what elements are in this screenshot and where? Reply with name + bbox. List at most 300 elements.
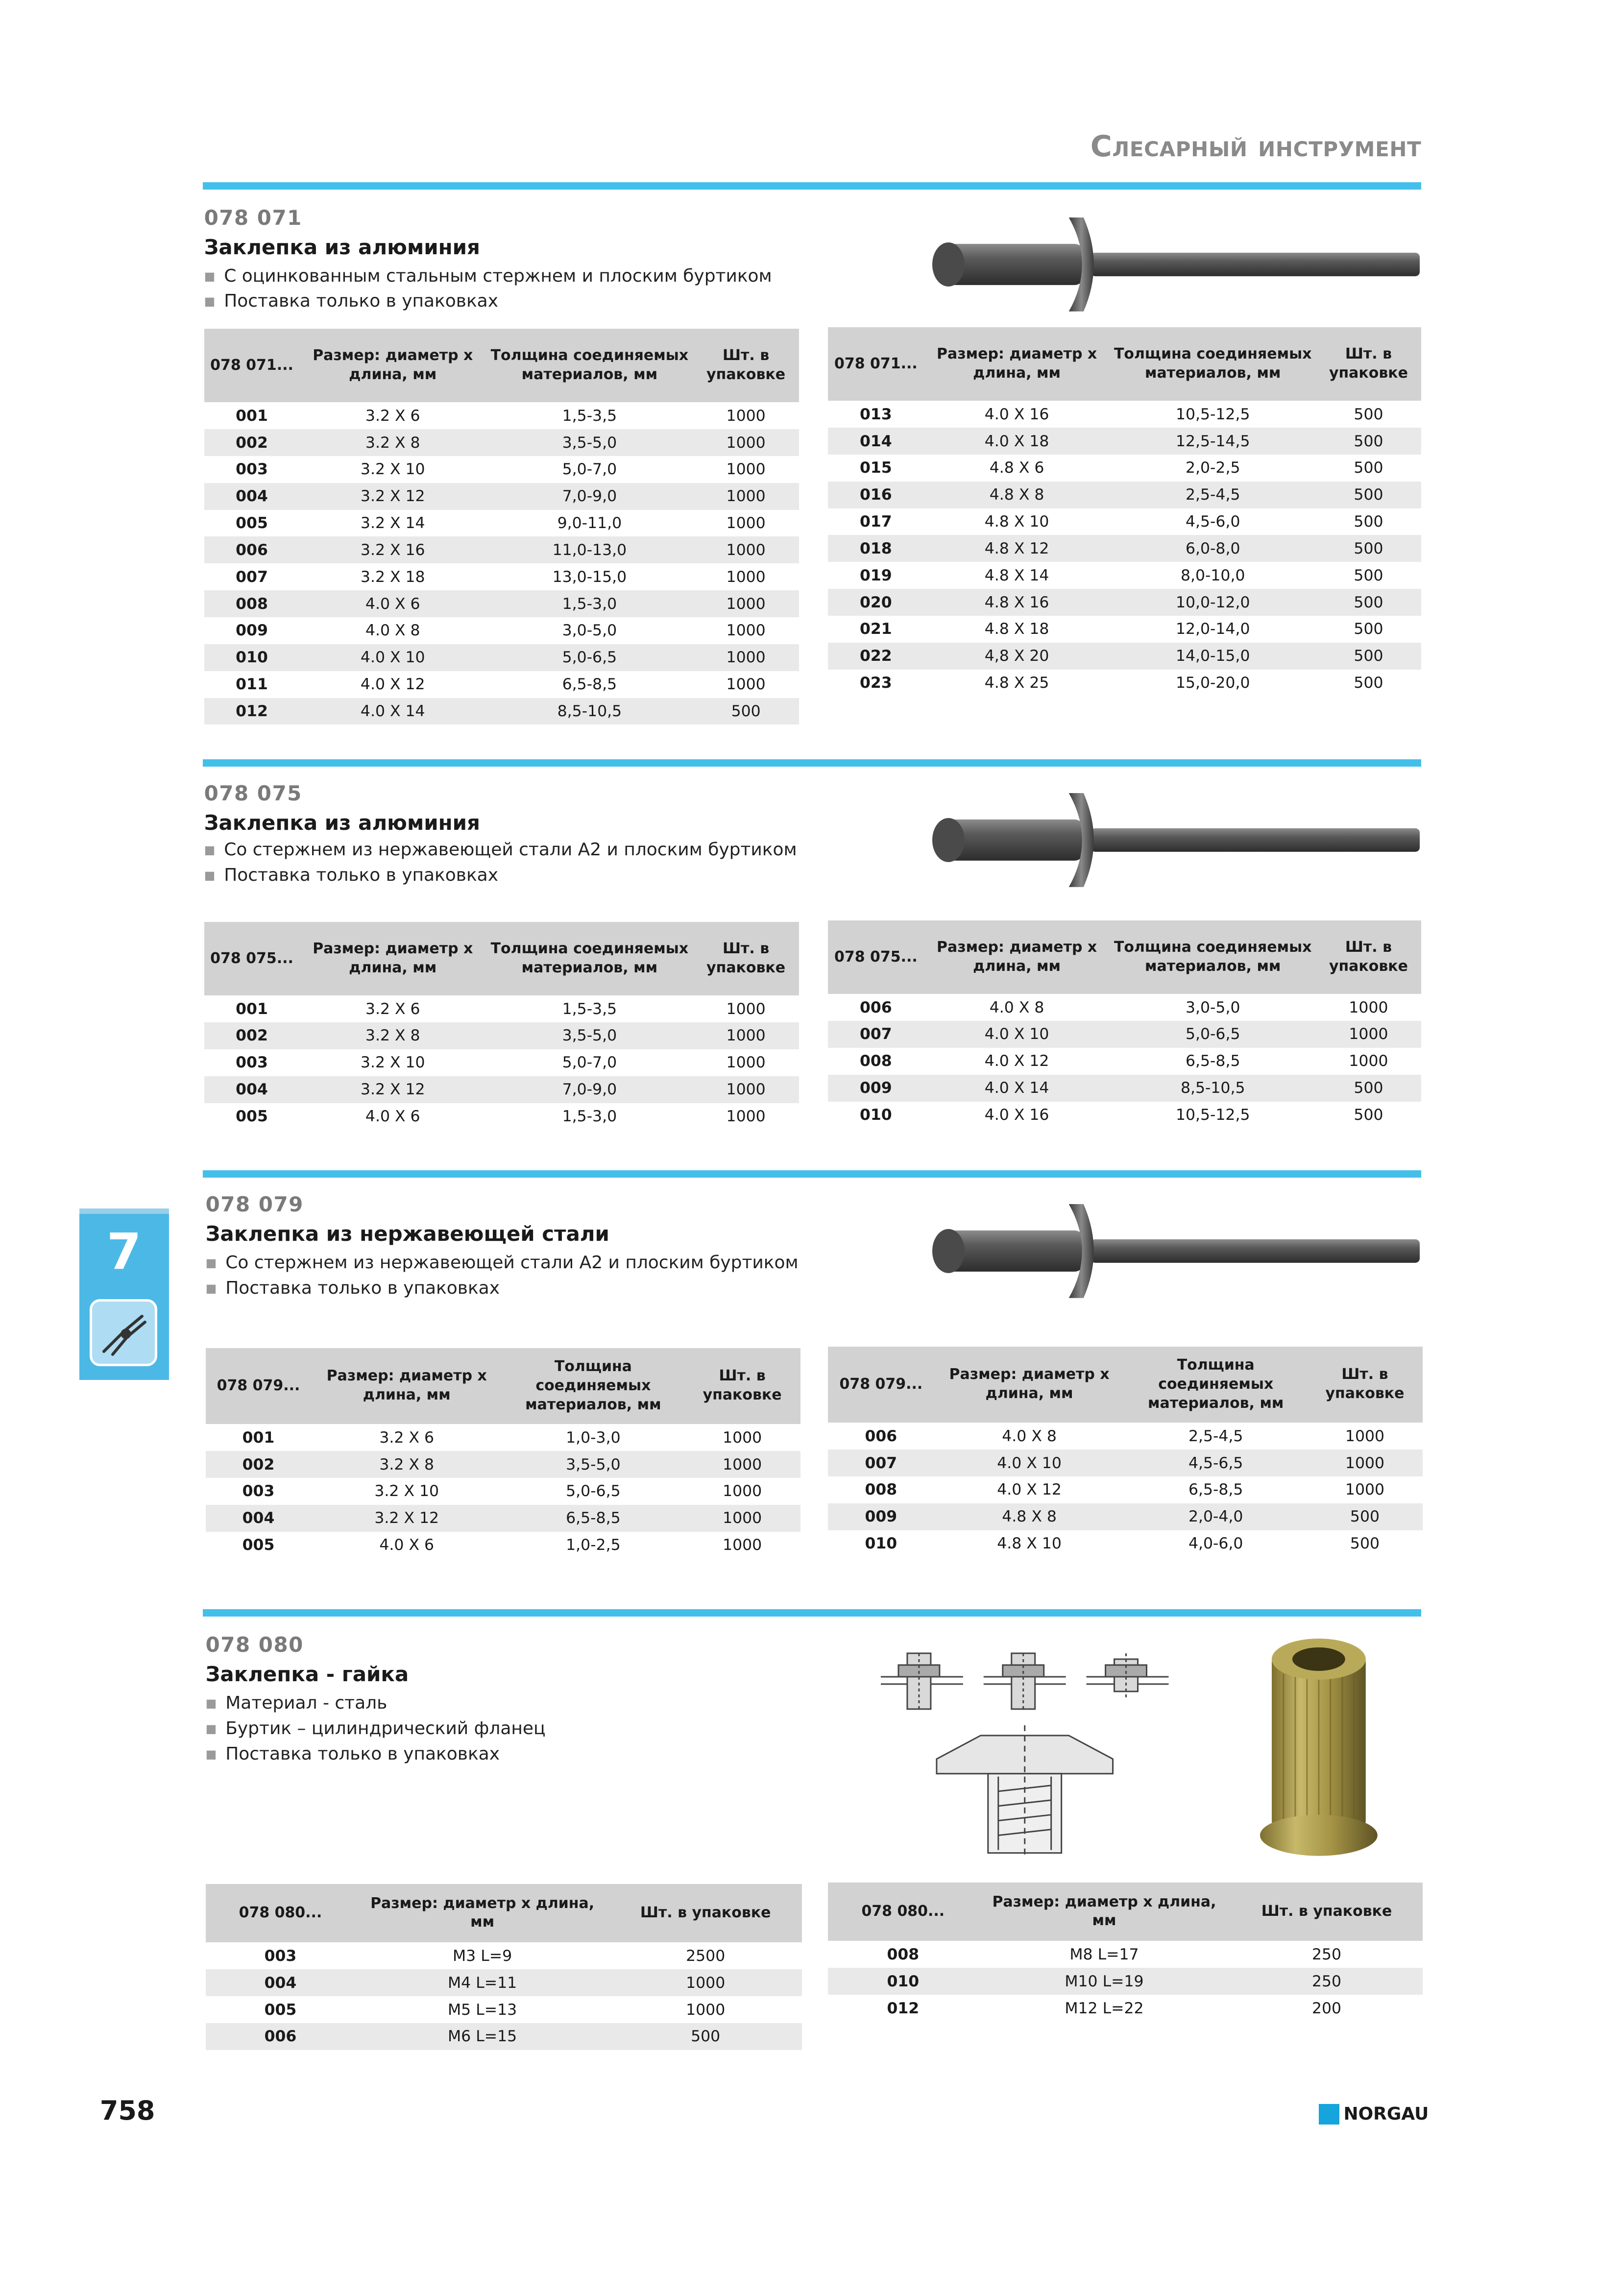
table-row: [204, 429, 799, 456]
article-cell: 003: [242, 1482, 275, 1500]
table-cell: 4.0 X 12: [997, 1481, 1062, 1499]
article-cell: 012: [204, 698, 300, 725]
table-cell: 2500: [686, 1947, 726, 1965]
table-cell: 4.8 X 6: [989, 459, 1044, 477]
table-cell: 8,5-10,5: [486, 698, 693, 725]
article-cell: 002: [206, 1451, 312, 1478]
spec-table: [828, 1883, 1423, 2022]
article-cell: 009: [828, 1503, 934, 1530]
col-quantity: Шт. в упаковке: [693, 922, 799, 995]
table-row: [206, 1424, 800, 1451]
feature-item: ■ Поставка только в упаковках: [204, 290, 772, 315]
table-cell: 250: [1231, 1968, 1423, 1995]
article-cell: 020: [828, 589, 923, 616]
table-row: [204, 1076, 799, 1103]
article-cell: 006: [860, 998, 892, 1016]
col-size: Размер: диаметр х длина, мм: [355, 1884, 609, 1943]
table-row: [206, 1532, 800, 1559]
feature-item: ■ Поставка только в упаковках: [206, 1277, 799, 1302]
table-row: [828, 643, 1421, 670]
article-cell: 012: [887, 1999, 920, 2017]
table-cell: 3,5-5,0: [486, 1022, 693, 1049]
product-code: 078 080: [205, 1632, 304, 1657]
feature-item: ■ Поставка только в упаковках: [204, 864, 797, 889]
article-cell: 002: [204, 429, 300, 456]
table-cell: 1000: [726, 622, 766, 640]
table-cell: 1,5-3,5: [562, 1000, 617, 1018]
table-row: [204, 617, 799, 644]
table-cell: 1000: [693, 1022, 799, 1049]
table-cell: 5,0-6,5: [486, 644, 693, 671]
col-article: 078 079...: [828, 1347, 934, 1423]
article-cell: 007: [828, 1021, 923, 1048]
table-row: [206, 2023, 802, 2050]
table-cell: 3.2 X 12: [299, 1076, 486, 1103]
table-row: [206, 1942, 802, 1969]
blind-rivet-image: [922, 206, 1424, 326]
col-article: 078 071...: [204, 329, 300, 402]
table-cell: 4.0 X 8: [1002, 1427, 1057, 1445]
feature-item: ■ Поставка только в упаковках: [206, 1742, 546, 1768]
article-cell: 009: [828, 1075, 923, 1102]
table-cell: 3.2 X 8: [299, 429, 486, 456]
table-cell: 4.0 X 14: [299, 698, 486, 725]
table-cell: 6,5-8,5: [1188, 1481, 1243, 1499]
table-cell: 4.0 X 8: [365, 622, 420, 640]
table-cell: 2,0-2,5: [1186, 459, 1240, 477]
table-cell: 6,5-8,5: [562, 676, 617, 694]
table-row: [204, 644, 799, 671]
table-cell: M10 L=19: [978, 1968, 1231, 1995]
section-divider: [203, 759, 1422, 767]
product-code: 078 071: [204, 205, 302, 230]
article-cell: 010: [860, 1106, 892, 1124]
table-cell: 1000: [693, 429, 799, 456]
table-cell: 6,0-8,0: [1110, 535, 1316, 562]
article-cell: 016: [828, 482, 923, 508]
table-row: [828, 428, 1421, 455]
table-cell: 1000: [684, 1451, 800, 1478]
table-row: [828, 1941, 1423, 1968]
table-cell: 4.8 X 14: [984, 566, 1049, 584]
table-cell: 500: [1307, 1503, 1423, 1530]
article-cell: 001: [242, 1428, 275, 1447]
table-row: [206, 1478, 800, 1505]
article-cell: 010: [828, 1968, 978, 1995]
table-cell: 1000: [1316, 1021, 1422, 1048]
table-cell: 500: [609, 2023, 802, 2050]
col-thickness: Толщина соединяемых материалов, мм: [486, 329, 693, 402]
table-cell: 4.0 X 12: [360, 676, 425, 694]
blind-rivet-image: [922, 1192, 1424, 1313]
table-cell: 3.2 X 10: [374, 1482, 439, 1500]
table-cell: 3.2 X 14: [360, 514, 425, 532]
spec-table: [828, 1347, 1423, 1557]
feature-item: ■ С оцинкованным стальным стержнем и плоским буртиком: [204, 265, 772, 290]
chapter-number: 7: [106, 1222, 142, 1281]
table-cell: 4,0-6,0: [1188, 1535, 1243, 1553]
col-article: 078 079...: [206, 1348, 312, 1425]
table-row: [828, 994, 1421, 1021]
col-quantity: Шт. в упаковке: [1316, 327, 1422, 401]
article-cell: 003: [236, 1054, 268, 1072]
article-cell: 014: [828, 428, 923, 455]
table-row: [204, 563, 799, 590]
table-cell: 1000: [684, 1505, 800, 1532]
table-cell: 10,0-12,0: [1110, 589, 1316, 616]
table-row: [206, 1505, 800, 1532]
article-cell: 006: [206, 2023, 356, 2050]
section-divider: [203, 1170, 1422, 1178]
feature-item: ■ Буртик – цилиндрический фланец: [206, 1717, 546, 1742]
table-cell: 3.2 X 16: [299, 536, 486, 563]
table-cell: 12,0-14,0: [1175, 620, 1250, 638]
table-cell: 500: [1316, 428, 1422, 455]
table-row: [206, 1969, 802, 1996]
table-cell: 1000: [726, 1000, 766, 1018]
table-cell: 3.2 X 10: [360, 460, 425, 479]
col-quantity: Шт. в упаковке: [1307, 1347, 1423, 1423]
article-cell: 006: [865, 1427, 897, 1445]
table-cell: 10,5-12,5: [1175, 405, 1250, 423]
table-cell: 4.0 X 8: [989, 998, 1044, 1016]
col-size: Размер: диаметр х длина, мм: [923, 920, 1110, 994]
product-title: Заклепка - гайка: [205, 1662, 409, 1686]
col-quantity: Шт. в упаковке: [1231, 1883, 1423, 1941]
table-cell: 4.0 X 10: [299, 644, 486, 671]
table-cell: 4.0 X 14: [923, 1075, 1110, 1102]
table-cell: M4 L=11: [355, 1969, 609, 1996]
table-cell: 1000: [726, 568, 766, 586]
table-cell: 3,5-5,0: [486, 429, 693, 456]
col-article: 078 071...: [828, 327, 923, 401]
col-size: Размер: диаметр х длина, мм: [934, 1347, 1125, 1423]
article-cell: 008: [865, 1481, 897, 1499]
article-cell: 015: [860, 459, 892, 477]
table-cell: 500: [1354, 459, 1383, 477]
table-cell: 4.0 X 12: [984, 1052, 1049, 1070]
table-row: [204, 671, 799, 698]
table-cell: 4.8 X 16: [923, 589, 1110, 616]
table-cell: 3.2 X 8: [311, 1451, 502, 1478]
table-cell: M12 L=22: [1065, 1999, 1144, 2017]
table-cell: 4.8 X 10: [984, 513, 1049, 531]
article-cell: 004: [204, 1076, 300, 1103]
table-cell: 15,0-20,0: [1175, 674, 1250, 692]
table-row: [204, 1103, 799, 1130]
table-cell: 7,0-9,0: [486, 483, 693, 510]
table-cell: 10,5-12,5: [1175, 1106, 1250, 1124]
table-cell: 3.2 X 6: [365, 1000, 420, 1018]
col-quantity: Шт. в упаковке: [684, 1348, 800, 1425]
table-cell: 7,0-9,0: [486, 1076, 693, 1103]
table-cell: 500: [1316, 643, 1422, 670]
col-size: Размер: диаметр х длина, мм: [311, 1348, 502, 1425]
table-cell: 5,0-6,5: [566, 1482, 621, 1500]
article-cell: 008: [204, 590, 300, 617]
section-title: Слесарный инструмент: [1090, 129, 1422, 164]
table-cell: M3 L=9: [453, 1947, 512, 1965]
table-row: [828, 1449, 1423, 1476]
article-cell: 019: [860, 566, 892, 584]
chapter-tab: [79, 1208, 169, 1380]
table-cell: 9,0-11,0: [557, 514, 622, 532]
col-size: Размер: диаметр х длина, мм: [923, 327, 1110, 401]
table-cell: 500: [1354, 674, 1383, 692]
col-quantity: Шт. в упаковке: [693, 329, 799, 402]
col-article: 078 080...: [828, 1883, 978, 1941]
table-cell: 1000: [1349, 1052, 1388, 1070]
article-cell: 011: [236, 676, 268, 694]
col-article: 078 080...: [206, 1884, 356, 1943]
blind-rivet-image: [922, 781, 1424, 902]
product-title: Заклепка из алюминия: [204, 235, 480, 259]
table-cell: 3.2 X 10: [360, 1054, 425, 1072]
table-cell: 1000: [726, 1107, 766, 1125]
table-cell: 3.2 X 6: [365, 407, 420, 425]
table-cell: 1000: [693, 590, 799, 617]
table-row: [828, 535, 1421, 562]
table-row: [828, 616, 1421, 643]
col-thickness: Толщина соединяемых материалов, мм: [502, 1348, 684, 1425]
product-title: Заклепка из нержавеющей стали: [205, 1221, 609, 1246]
table-cell: 500: [1316, 535, 1422, 562]
col-size: Размер: диаметр х длина, мм: [299, 329, 486, 402]
table-cell: 4.8 X 8: [934, 1503, 1125, 1530]
table-cell: 1000: [726, 514, 766, 532]
article-cell: 018: [828, 535, 923, 562]
table-row: [204, 483, 799, 510]
table-cell: 1000: [693, 644, 799, 671]
table-cell: 2,0-4,0: [1125, 1503, 1307, 1530]
table-cell: 5,0-7,0: [562, 460, 617, 479]
table-row: [204, 1049, 799, 1076]
table-cell: 3,0-5,0: [1186, 998, 1240, 1016]
table-cell: 1000: [693, 536, 799, 563]
article-cell: 021: [860, 620, 892, 638]
table-cell: 1000: [726, 1054, 766, 1072]
article-cell: 007: [828, 1449, 934, 1476]
article-cell: 008: [860, 1052, 892, 1070]
table-cell: 8,0-10,0: [1181, 566, 1245, 584]
table-cell: M6 L=15: [355, 2023, 609, 2050]
table-cell: 14,0-15,0: [1110, 643, 1316, 670]
table-cell: 4,5-6,0: [1186, 513, 1240, 531]
article-cell: 009: [236, 622, 268, 640]
article-cell: 023: [860, 674, 892, 692]
product-features: [204, 265, 772, 315]
article-cell: 008: [887, 1945, 920, 1963]
article-cell: 001: [236, 1000, 268, 1018]
feature-item: ■ Со стержнем из нержавеющей стали А2 и плоским буртиком: [204, 838, 797, 864]
article-cell: 010: [204, 644, 300, 671]
table-cell: 4.0 X 18: [923, 428, 1110, 455]
table-cell: 4.0 X 10: [934, 1449, 1125, 1476]
col-thickness: Толщина соединяемых материалов, мм: [1110, 920, 1316, 994]
article-cell: 007: [236, 568, 268, 586]
table-cell: 500: [693, 698, 799, 725]
section-divider: [203, 182, 1422, 190]
table-cell: 1000: [1345, 1481, 1385, 1499]
table-row: [204, 995, 799, 1022]
table-row: [828, 1968, 1423, 1995]
table-row: [828, 562, 1421, 589]
table-cell: 3.2 X 8: [299, 1022, 486, 1049]
table-cell: 4.0 X 6: [379, 1536, 435, 1554]
article-cell: 010: [865, 1535, 897, 1553]
table-row: [828, 1102, 1421, 1129]
table-row: [828, 1530, 1423, 1557]
table-cell: 4.0 X 16: [984, 405, 1049, 423]
product-features: [206, 1691, 546, 1768]
table-cell: 1000: [1345, 1427, 1385, 1445]
table-cell: 3.2 X 6: [379, 1428, 435, 1447]
table-row: [828, 670, 1421, 697]
table-cell: 1000: [609, 1969, 802, 1996]
col-thickness: Толщина соединяемых материалов, мм: [486, 922, 693, 995]
table-cell: 2,5-4,5: [1110, 482, 1316, 508]
spec-table: [206, 1884, 802, 2050]
article-cell: 004: [204, 483, 300, 510]
table-cell: 1000: [686, 2001, 726, 2019]
table-cell: 4.0 X 6: [365, 1107, 420, 1125]
table-row: [828, 1503, 1423, 1530]
table-cell: 4.0 X 10: [923, 1021, 1110, 1048]
table-cell: 500: [1354, 620, 1383, 638]
article-cell: 013: [860, 405, 892, 423]
product-code: 078 079: [205, 1192, 304, 1216]
table-row: [828, 1048, 1421, 1075]
table-row: [828, 1075, 1421, 1102]
spec-table: [206, 1348, 800, 1559]
table-cell: 8,5-10,5: [1110, 1075, 1316, 1102]
article-cell: 004: [206, 1969, 356, 1996]
table-cell: 3,0-5,0: [562, 622, 617, 640]
table-cell: 1000: [723, 1428, 762, 1447]
table-cell: 1000: [693, 483, 799, 510]
table-row: [828, 1021, 1421, 1048]
table-row: [206, 1451, 800, 1478]
article-cell: 003: [264, 1947, 297, 1965]
table-row: [204, 1022, 799, 1049]
table-cell: 250: [1312, 1945, 1342, 1963]
spec-table: [828, 920, 1421, 1128]
col-size: Размер: диаметр х длина, мм: [978, 1883, 1231, 1941]
table-cell: 4.8 X 25: [984, 674, 1049, 692]
table-cell: 4,8 X 20: [923, 643, 1110, 670]
table-cell: 1000: [726, 676, 766, 694]
table-cell: 4.8 X 10: [997, 1535, 1062, 1553]
table-cell: 1,5-3,5: [562, 407, 617, 425]
table-cell: M8 L=17: [1069, 1945, 1139, 1963]
table-row: [828, 1423, 1423, 1449]
table-row: [828, 589, 1421, 616]
table-cell: 4.0 X 16: [984, 1106, 1049, 1124]
article-cell: 002: [204, 1022, 300, 1049]
table-row: [204, 590, 799, 617]
table-cell: 1000: [693, 1076, 799, 1103]
table-row: [204, 402, 799, 429]
table-row: [828, 401, 1421, 428]
logo-square-icon: [1319, 2104, 1339, 2125]
article-cell: 004: [206, 1505, 312, 1532]
table-row: [204, 510, 799, 537]
table-cell: 11,0-13,0: [486, 536, 693, 563]
product-features: [206, 1251, 799, 1302]
table-row: [828, 1476, 1423, 1503]
table-cell: 500: [1316, 482, 1422, 508]
table-row: [204, 456, 799, 483]
table-cell: 1000: [1307, 1449, 1423, 1476]
table-row: [206, 1996, 802, 2023]
spec-table: [204, 922, 799, 1130]
table-cell: 1000: [723, 1536, 762, 1554]
table-cell: 500: [1354, 405, 1383, 423]
table-cell: 1000: [723, 1482, 762, 1500]
col-quantity: Шт. в упаковке: [609, 1884, 802, 1943]
table-cell: 1,0-3,0: [566, 1428, 621, 1447]
article-cell: 022: [828, 643, 923, 670]
rivet-nut-drawing: [878, 1644, 1179, 1865]
brand-name: NORGAU: [1343, 2104, 1429, 2125]
rivet-nut-photo: [1257, 1630, 1381, 1865]
table-row: [828, 1995, 1423, 2022]
table-cell: 3.2 X 18: [360, 568, 425, 586]
table-cell: 1000: [726, 407, 766, 425]
spec-table: [828, 327, 1421, 696]
article-cell: 006: [204, 536, 300, 563]
table-cell: 1,5-3,0: [486, 590, 693, 617]
product-code: 078 075: [204, 781, 302, 805]
col-article: 078 075...: [828, 920, 923, 994]
table-cell: 3.2 X 12: [311, 1505, 502, 1532]
table-cell: 1000: [726, 460, 766, 479]
table-cell: 6,5-8,5: [502, 1505, 684, 1532]
article-cell: 005: [236, 514, 268, 532]
table-row: [204, 536, 799, 563]
table-cell: 4.8 X 8: [923, 482, 1110, 508]
col-thickness: Толщина соединяемых материалов, мм: [1125, 1347, 1307, 1423]
table-cell: 200: [1312, 1999, 1342, 2017]
page-number: 758: [99, 2095, 155, 2126]
table-cell: 3,5-5,0: [502, 1451, 684, 1478]
table-cell: M5 L=13: [448, 2001, 517, 2019]
spec-table: [204, 329, 799, 725]
col-article: 078 075...: [204, 922, 300, 995]
article-cell: 001: [236, 407, 268, 425]
feature-item: ■ Со стержнем из нержавеющей стали А2 и плоским буртиком: [206, 1251, 799, 1277]
table-cell: 500: [1316, 1075, 1422, 1102]
table-cell: 500: [1354, 1106, 1383, 1124]
article-cell: 005: [264, 2001, 297, 2019]
table-cell: 12,5-14,5: [1110, 428, 1316, 455]
table-cell: 500: [1354, 566, 1383, 584]
col-thickness: Толщина соединяемых материалов, мм: [1110, 327, 1316, 401]
table-row: [828, 482, 1421, 508]
col-quantity: Шт. в упаковке: [1316, 920, 1422, 994]
table-cell: 4.8 X 12: [923, 535, 1110, 562]
table-cell: 3.2 X 12: [299, 483, 486, 510]
col-size: Размер: диаметр х длина, мм: [299, 922, 486, 995]
feature-item: ■ Материал - сталь: [206, 1691, 546, 1717]
article-cell: 003: [236, 460, 268, 479]
table-cell: 4,5-6,5: [1125, 1449, 1307, 1476]
table-cell: 4.0 X 6: [299, 590, 486, 617]
table-row: [828, 508, 1421, 535]
article-cell: 017: [860, 513, 892, 531]
product-title: Заклепка из алюминия: [204, 810, 480, 835]
pliers-icon: [90, 1299, 157, 1367]
